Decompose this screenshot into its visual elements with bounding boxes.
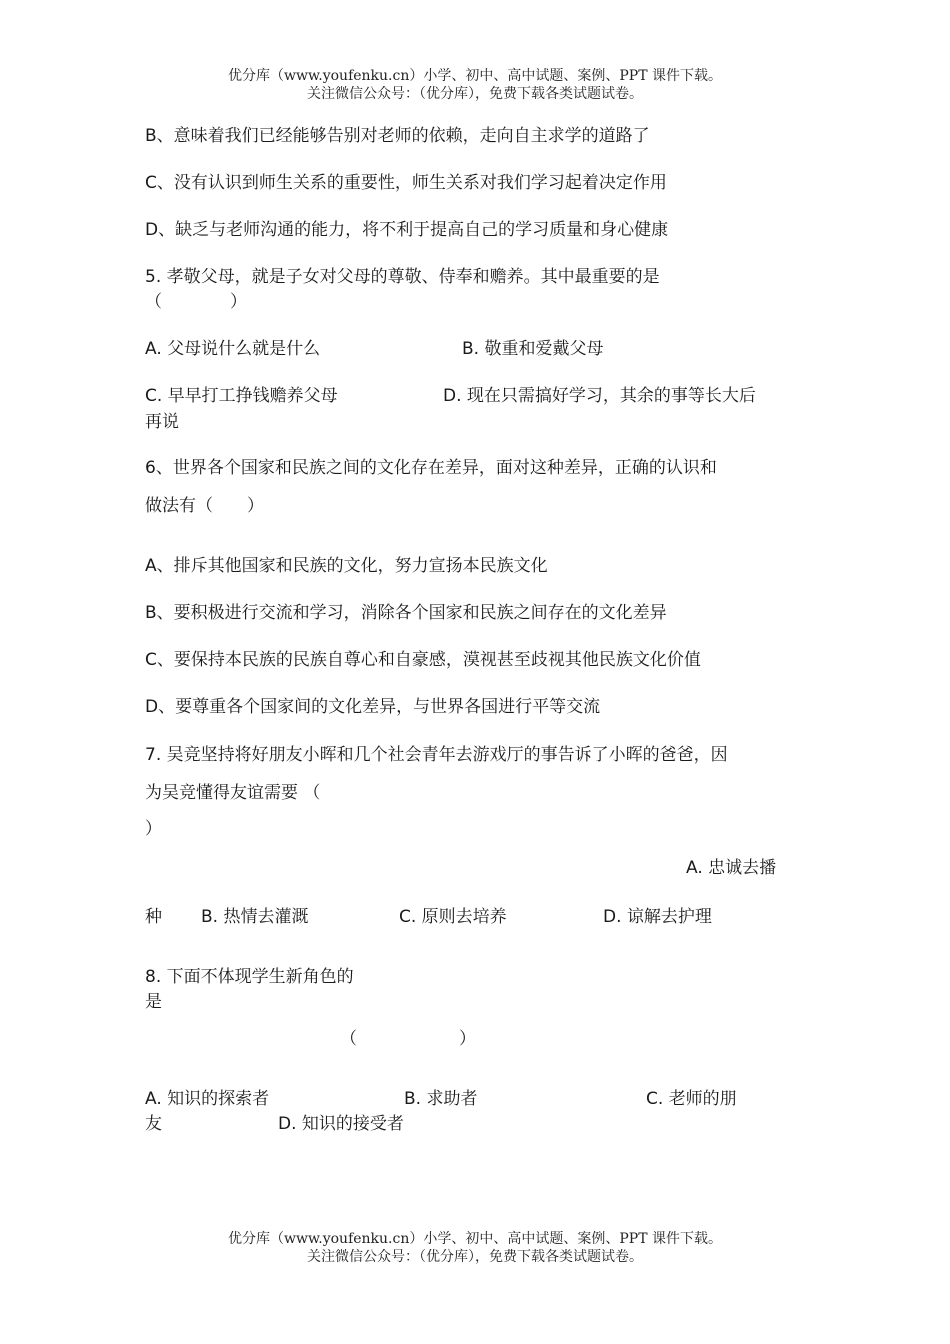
q5-stem: 5. 孝敬父母，就是子女对父母的尊敬、侍奉和赡养。其中最重要的是 bbox=[145, 267, 660, 287]
page-footer bbox=[0, 1230, 950, 1266]
q7-option-c: C. 原则去培养 bbox=[399, 907, 507, 927]
q7-option-d: D. 谅解去护理 bbox=[603, 907, 712, 927]
q4-option-b: B、意味着我们已经能够告别对老师的依赖，走向自主求学的道路了 bbox=[145, 126, 650, 146]
q8-stem-cont: 是 bbox=[145, 992, 162, 1012]
q8-option-b: B. 求助者 bbox=[404, 1089, 478, 1109]
q7-option-a: A. 忠诚去播 bbox=[686, 858, 777, 878]
q4-option-d: D、缺乏与老师沟通的能力，将不利于提高自己的学习质量和身心健康 bbox=[145, 220, 669, 240]
q8-stem: 8. 下面不体现学生新角色的 bbox=[145, 967, 354, 987]
footer-line-2: 关注微信公众号：（优分库），免费下载各类试题试卷。 bbox=[307, 1249, 643, 1265]
q7-stem-line-1: 7. 吴竞坚持将好朋友小晖和几个社会青年去游戏厅的事告诉了小晖的爸爸，因 bbox=[145, 745, 728, 765]
q6-stem-line-2: 做法有（ ） bbox=[145, 496, 264, 516]
q4-option-c: C、没有认识到师生关系的重要性，师生关系对我们学习起着决定作用 bbox=[145, 173, 667, 193]
q6-option-c: C、要保持本民族的民族自尊心和自豪感，漠视甚至歧视其他民族文化价值 bbox=[145, 650, 701, 670]
footer-line-1: 优分库（www.youfenku.cn）小学、初中、高中试题、案例、PPT 课件下载。 bbox=[227, 1231, 722, 1247]
q5-option-b: B. 敬重和爱戴父母 bbox=[462, 339, 604, 359]
q5-answer-paren: （ ） bbox=[145, 292, 247, 312]
q6-option-d: D、要尊重各个国家间的文化差异，与世界各国进行平等交流 bbox=[145, 697, 601, 717]
q8-option-a: A. 知识的探索者 bbox=[145, 1089, 270, 1109]
q8-answer-paren: （ ） bbox=[340, 1029, 476, 1049]
page-header bbox=[0, 67, 950, 103]
header-line-2: 关注微信公众号：（优分库），免费下载各类试题试卷。 bbox=[307, 86, 643, 102]
q6-option-b: B、要积极进行交流和学习，消除各个国家和民族之间存在的文化差异 bbox=[145, 603, 667, 623]
q8-option-c-cont: 友 bbox=[145, 1114, 162, 1134]
q6-option-a: A、排斥其他国家和民族的文化，努力宣扬本民族文化 bbox=[145, 556, 548, 576]
q7-answer-paren-close: ） bbox=[145, 819, 162, 839]
q7-option-a-cont: 种 bbox=[145, 907, 162, 927]
q5-option-c: C. 早早打工挣钱赡养父母 bbox=[145, 386, 338, 406]
q7-stem-line-2: 为吴竞懂得友谊需要 （ bbox=[145, 783, 321, 803]
q8-option-c: C. 老师的朋 bbox=[646, 1089, 737, 1109]
q7-option-b: B. 热情去灌溉 bbox=[201, 907, 309, 927]
q5-option-a: A. 父母说什么就是什么 bbox=[145, 339, 321, 359]
q5-option-d: D. 现在只需搞好学习，其余的事等长大后 bbox=[443, 386, 756, 406]
q6-stem-line-1: 6、世界各个国家和民族之间的文化存在差异，面对这种差异，正确的认识和 bbox=[145, 458, 717, 478]
header-line-1: 优分库（www.youfenku.cn）小学、初中、高中试题、案例、PPT 课件下载。 bbox=[227, 68, 722, 84]
q5-option-d-cont: 再说 bbox=[145, 412, 179, 432]
q8-option-d: D. 知识的接受者 bbox=[278, 1114, 404, 1134]
